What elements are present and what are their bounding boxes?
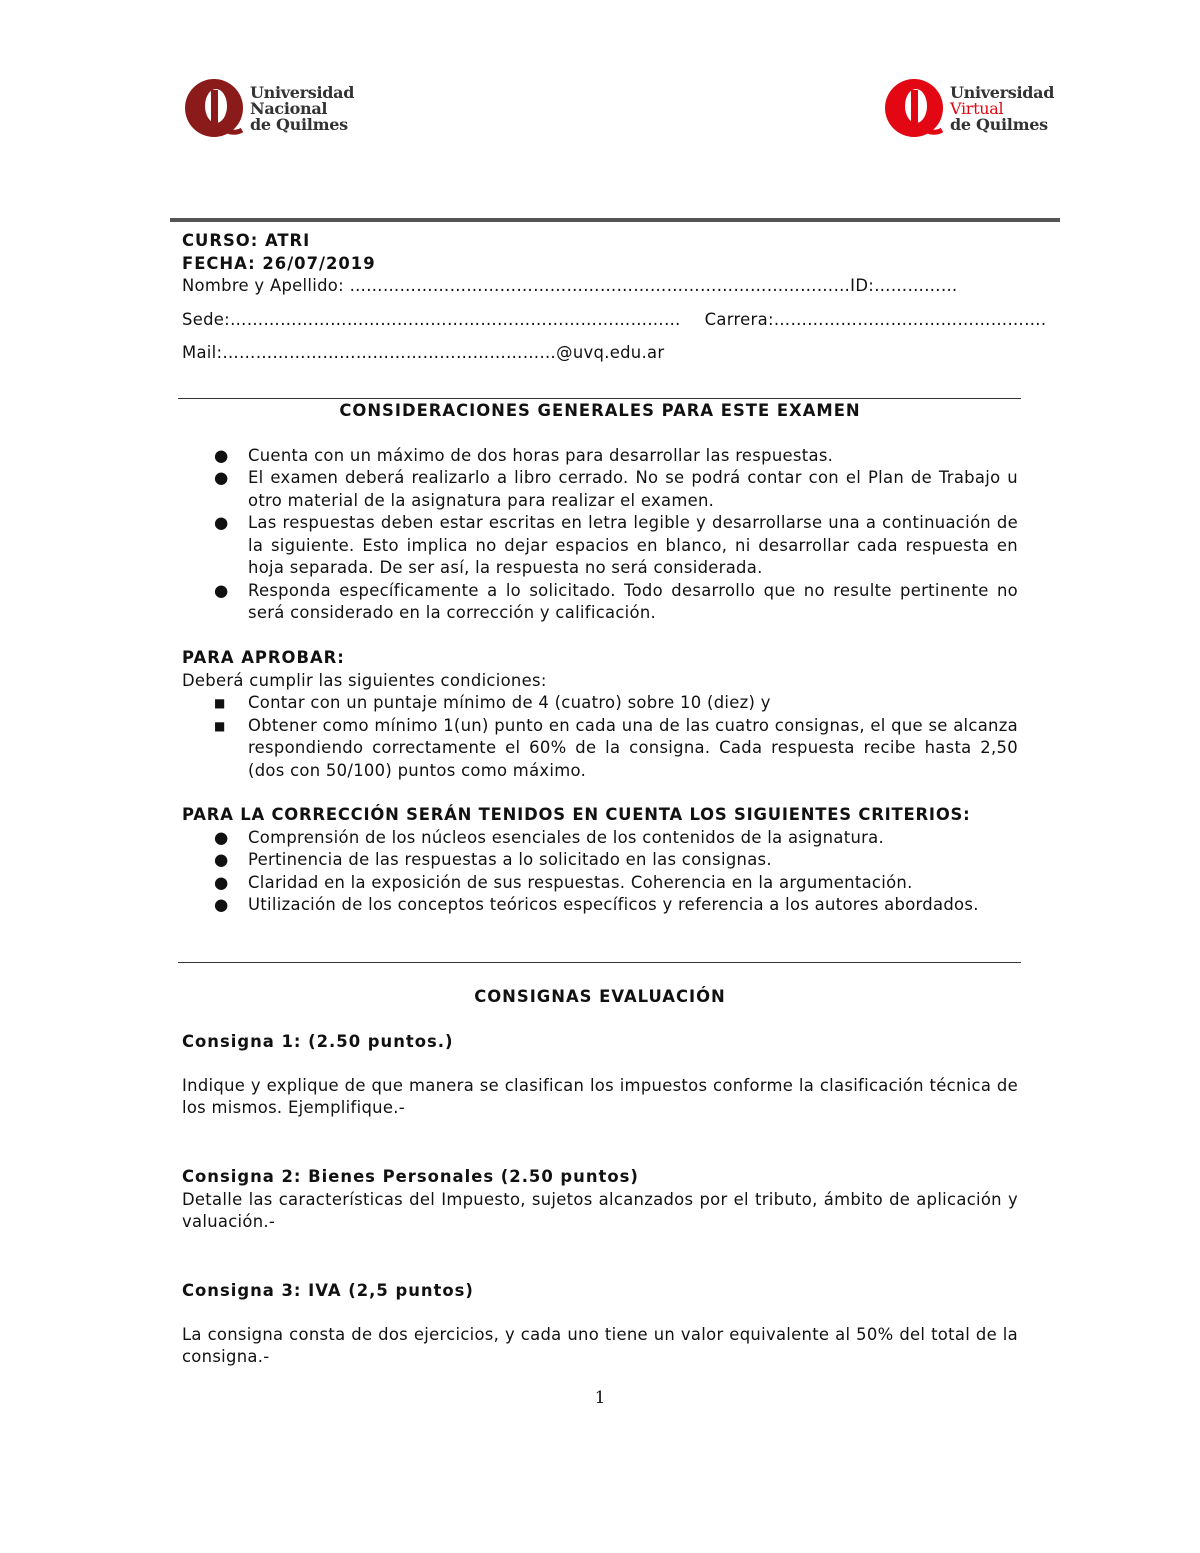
- square-bullet-icon: ■: [214, 718, 226, 733]
- section-divider-2: [178, 962, 1021, 963]
- list-item: ■ Contar con un puntaje mínimo de 4 (cuatro) sobre 10 (diez) y: [182, 692, 1018, 715]
- consigna-3: [182, 1280, 1018, 1369]
- course-label: CURSO: ATRI: [182, 231, 311, 250]
- consideraciones-list: [182, 445, 1018, 625]
- name-field[interactable]: Nombre y Apellido: ………………………………………………………………………………ID:……………: [182, 276, 958, 295]
- bullet-icon: ●: [214, 468, 229, 487]
- criterios-list: [182, 827, 1018, 917]
- aprobar-intro: Deberá cumplir las siguientes condiciones:: [182, 670, 547, 690]
- consigna-2: [182, 1166, 1018, 1234]
- list-item: ● El examen deberá realizarlo a libro cerrado. No se podrá contar con el Plan de Trabajo u otro material de la asignatura para realizar el examen.: [214, 468, 1018, 510]
- bullet-icon: ●: [214, 895, 229, 914]
- carrera-field[interactable]: Carrera:………………………………………….: [704, 309, 1047, 329]
- bullet-icon: ●: [214, 850, 229, 869]
- uvq-logo-mark: [884, 76, 946, 142]
- consigna-1-text: Indique y explique de que manera se clasifican los impuestos conforme la clasificación técnica de los mismos. Ejemplifique.-: [182, 1075, 1018, 1117]
- header-divider: [170, 218, 1060, 222]
- section-divider-1: [178, 398, 1021, 399]
- consigna-2-title: Consigna 2: Bienes Personales (2.50 puntos): [182, 1167, 639, 1186]
- consideraciones-section: [182, 400, 1018, 625]
- consignas-section: [182, 986, 1018, 1009]
- list-item: ■ Obtener como mínimo 1(un) punto en cada una de las cuatro consignas, el que se alcanza respondiendo correctamente el 60% de la consigna. Cada respuesta recibe hasta 2,50 (dos con 50/100) puntos como máximo.: [214, 715, 1018, 780]
- consigna-3-text: La consigna consta de dos ejercicios, y cada uno tiene un valor equivalente al 50% del total de la consigna.-: [182, 1324, 1018, 1366]
- consigna-3-title: Consigna 3: IVA (2,5 puntos): [182, 1281, 474, 1300]
- uvq-logo: [884, 76, 1054, 142]
- list-item: ● Las respuestas deben estar escritas en letra legible y desarrollarse una a continuación de la siguiente. Esto implica no dejar espacios en blanco, ni desarrollar cada respuesta en hoja separada. De ser así, la respuesta no será considerada.: [214, 513, 1018, 577]
- bullet-icon: ●: [214, 580, 229, 600]
- mail-field[interactable]: Mail:……………………………………………………@uvq.edu.ar: [182, 343, 665, 362]
- list-item: ● Claridad en la exposición de sus respuestas. Coherencia en la argumentación.: [182, 872, 1018, 895]
- list-item: ● Responda específicamente a lo solicitado. Todo desarrollo que no resulte pertinente no será considerado en la corrección y calificación.: [214, 580, 1018, 622]
- unq-logo-text: Universidad Nacional de Quilmes: [250, 83, 355, 134]
- list-item: ● Cuenta con un máximo de dos horas para desarrollar las respuestas.: [182, 445, 1018, 468]
- consideraciones-title: CONSIDERACIONES GENERALES PARA ESTE EXAMEN: [339, 401, 861, 420]
- bullet-icon: ●: [214, 445, 229, 465]
- sede-carrera-row: [182, 309, 1047, 332]
- aprobar-list: [182, 692, 1018, 782]
- consigna-2-text: Detalle las características del Impuesto, sujetos alcanzados por el tributo, ámbito de aplicación y valuación.-: [182, 1189, 1018, 1231]
- consigna-1-title: Consigna 1: (2.50 puntos.): [182, 1032, 454, 1051]
- list-item: ● Pertinencia de las respuestas a lo solicitado en las consignas.: [182, 849, 1018, 872]
- bullet-icon: ●: [214, 513, 229, 532]
- unq-logo: [184, 76, 354, 142]
- uvq-logo-text: Universidad Virtual de Quilmes: [950, 83, 1055, 134]
- criterios-title: PARA LA CORRECCIÓN SERÁN TENIDOS EN CUENTA LOS SIGUIENTES CRITERIOS:: [182, 805, 971, 824]
- consignas-title: CONSIGNAS EVALUACIÓN: [474, 987, 726, 1006]
- aprobar-section: [182, 647, 1018, 782]
- sede-field[interactable]: Sede:………………………………………………………………………: [182, 309, 681, 329]
- aprobar-title: PARA APROBAR:: [182, 648, 345, 667]
- square-bullet-icon: ■: [214, 696, 226, 710]
- page-number: 1: [594, 1388, 606, 1408]
- date-label: FECHA: 26/07/2019: [182, 253, 376, 273]
- bullet-icon: ●: [214, 872, 229, 892]
- list-item: ● Utilización de los conceptos teóricos específicos y referencia a los autores abordados.: [182, 894, 1018, 917]
- consigna-1: [182, 1031, 1018, 1120]
- criterios-section: [182, 804, 1018, 917]
- unq-logo-mark: [184, 76, 246, 142]
- exam-header: [182, 230, 1047, 365]
- list-item: ● Comprensión de los núcleos esenciales de los contenidos de la asignatura.: [182, 827, 1018, 850]
- bullet-icon: ●: [214, 827, 229, 847]
